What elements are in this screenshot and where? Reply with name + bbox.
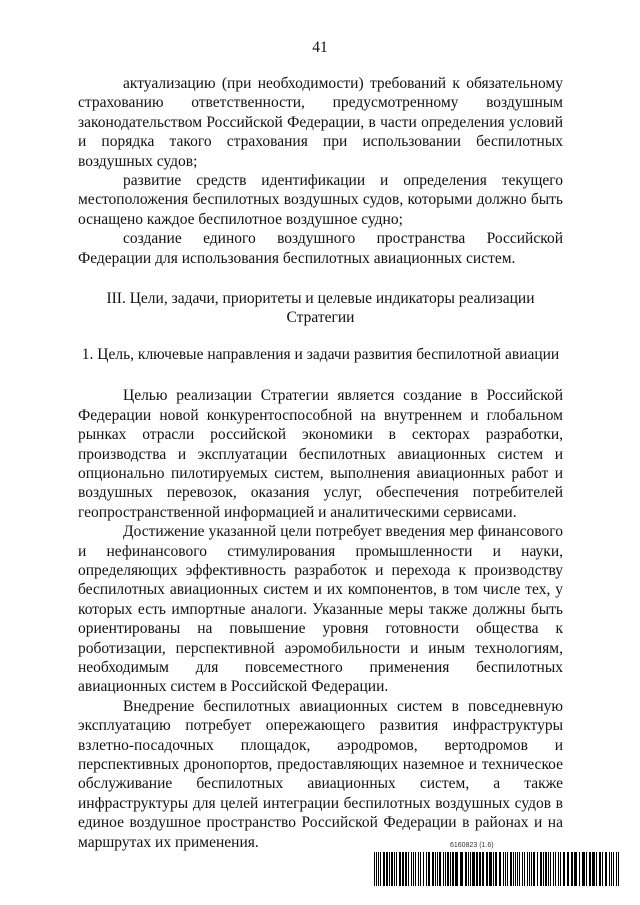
subsection-heading: 1. Цель, ключевые направления и задачи развития беспилотной авиации — [81, 345, 560, 363]
paragraph-goal: Целью реализации Стратегии является создание в Российской Федерации новой конкурентоспособной на внутреннем и глобальном рынках отрасли российской экономики в секторах разработки, производства и эксплуатации беспилотных авиационных систем и опционально пилотируемых систем, выполнения авиационных работ и воздушных перевозок, оказания услуг, обеспечения потребителей геопространственной информацией и аналитическими сервисами. — [78, 387, 563, 521]
paragraph-airspace: создание единого воздушного пространства Российской Федерации для использования беспилотных авиационных систем. — [78, 230, 563, 267]
page-number: 41 — [312, 39, 328, 56]
section-heading: III. Цели, задачи, приоритеты и целевые индикаторы реализации Стратегии — [106, 290, 535, 327]
barcode-icon — [374, 852, 620, 886]
document-code: 6160823 (1.6) — [450, 842, 494, 849]
paragraph-infrastructure: Внедрение беспилотных авиационных систем в повседневную эксплуатацию потребует опережающего развития инфраструктуры взлетно-посадочных площадок, аэродромов, вертодромов и перспективных дронопортов, предоставляющих наземное и техническое обслуживание беспилотных авиационных систем, а также инфраструктуры для целей интеграции беспилотных воздушных судов в единое воздушное пространство Российской Федерации в районах и на маршрутах их применения. — [78, 697, 563, 851]
document-body — [78, 74, 563, 852]
paragraph-identification: развитие средств идентификации и определения текущего местоположения беспилотных воздушных судов, которыми должно быть оснащено каждое беспилотное воздушное судно; — [78, 172, 563, 228]
paragraph-stimulation: Достижение указанной цели потребует введения мер финансового и нефинансового стимулирования промышленности и науки, определяющих эффективность разработок и перехода к производству беспилотных авиационных систем и их компонентов, в том числе тех, у которых есть импортные аналоги. Указанные меры также должны быть ориентированы на повышение уровня готовности общества к роботизации, перспективной аэромобильности и иным технологиям, необходимым для повсеместного применения беспилотных авиационных систем в Российской Федерации. — [78, 523, 563, 696]
paragraph-insurance: актуализацию (при необходимости) требований к обязательному страхованию ответственности, предусмотренному воздушным законодательством Российской Федерации, в части определения условий и порядка такого страхования при использовании беспилотных воздушных судов; — [78, 75, 563, 170]
